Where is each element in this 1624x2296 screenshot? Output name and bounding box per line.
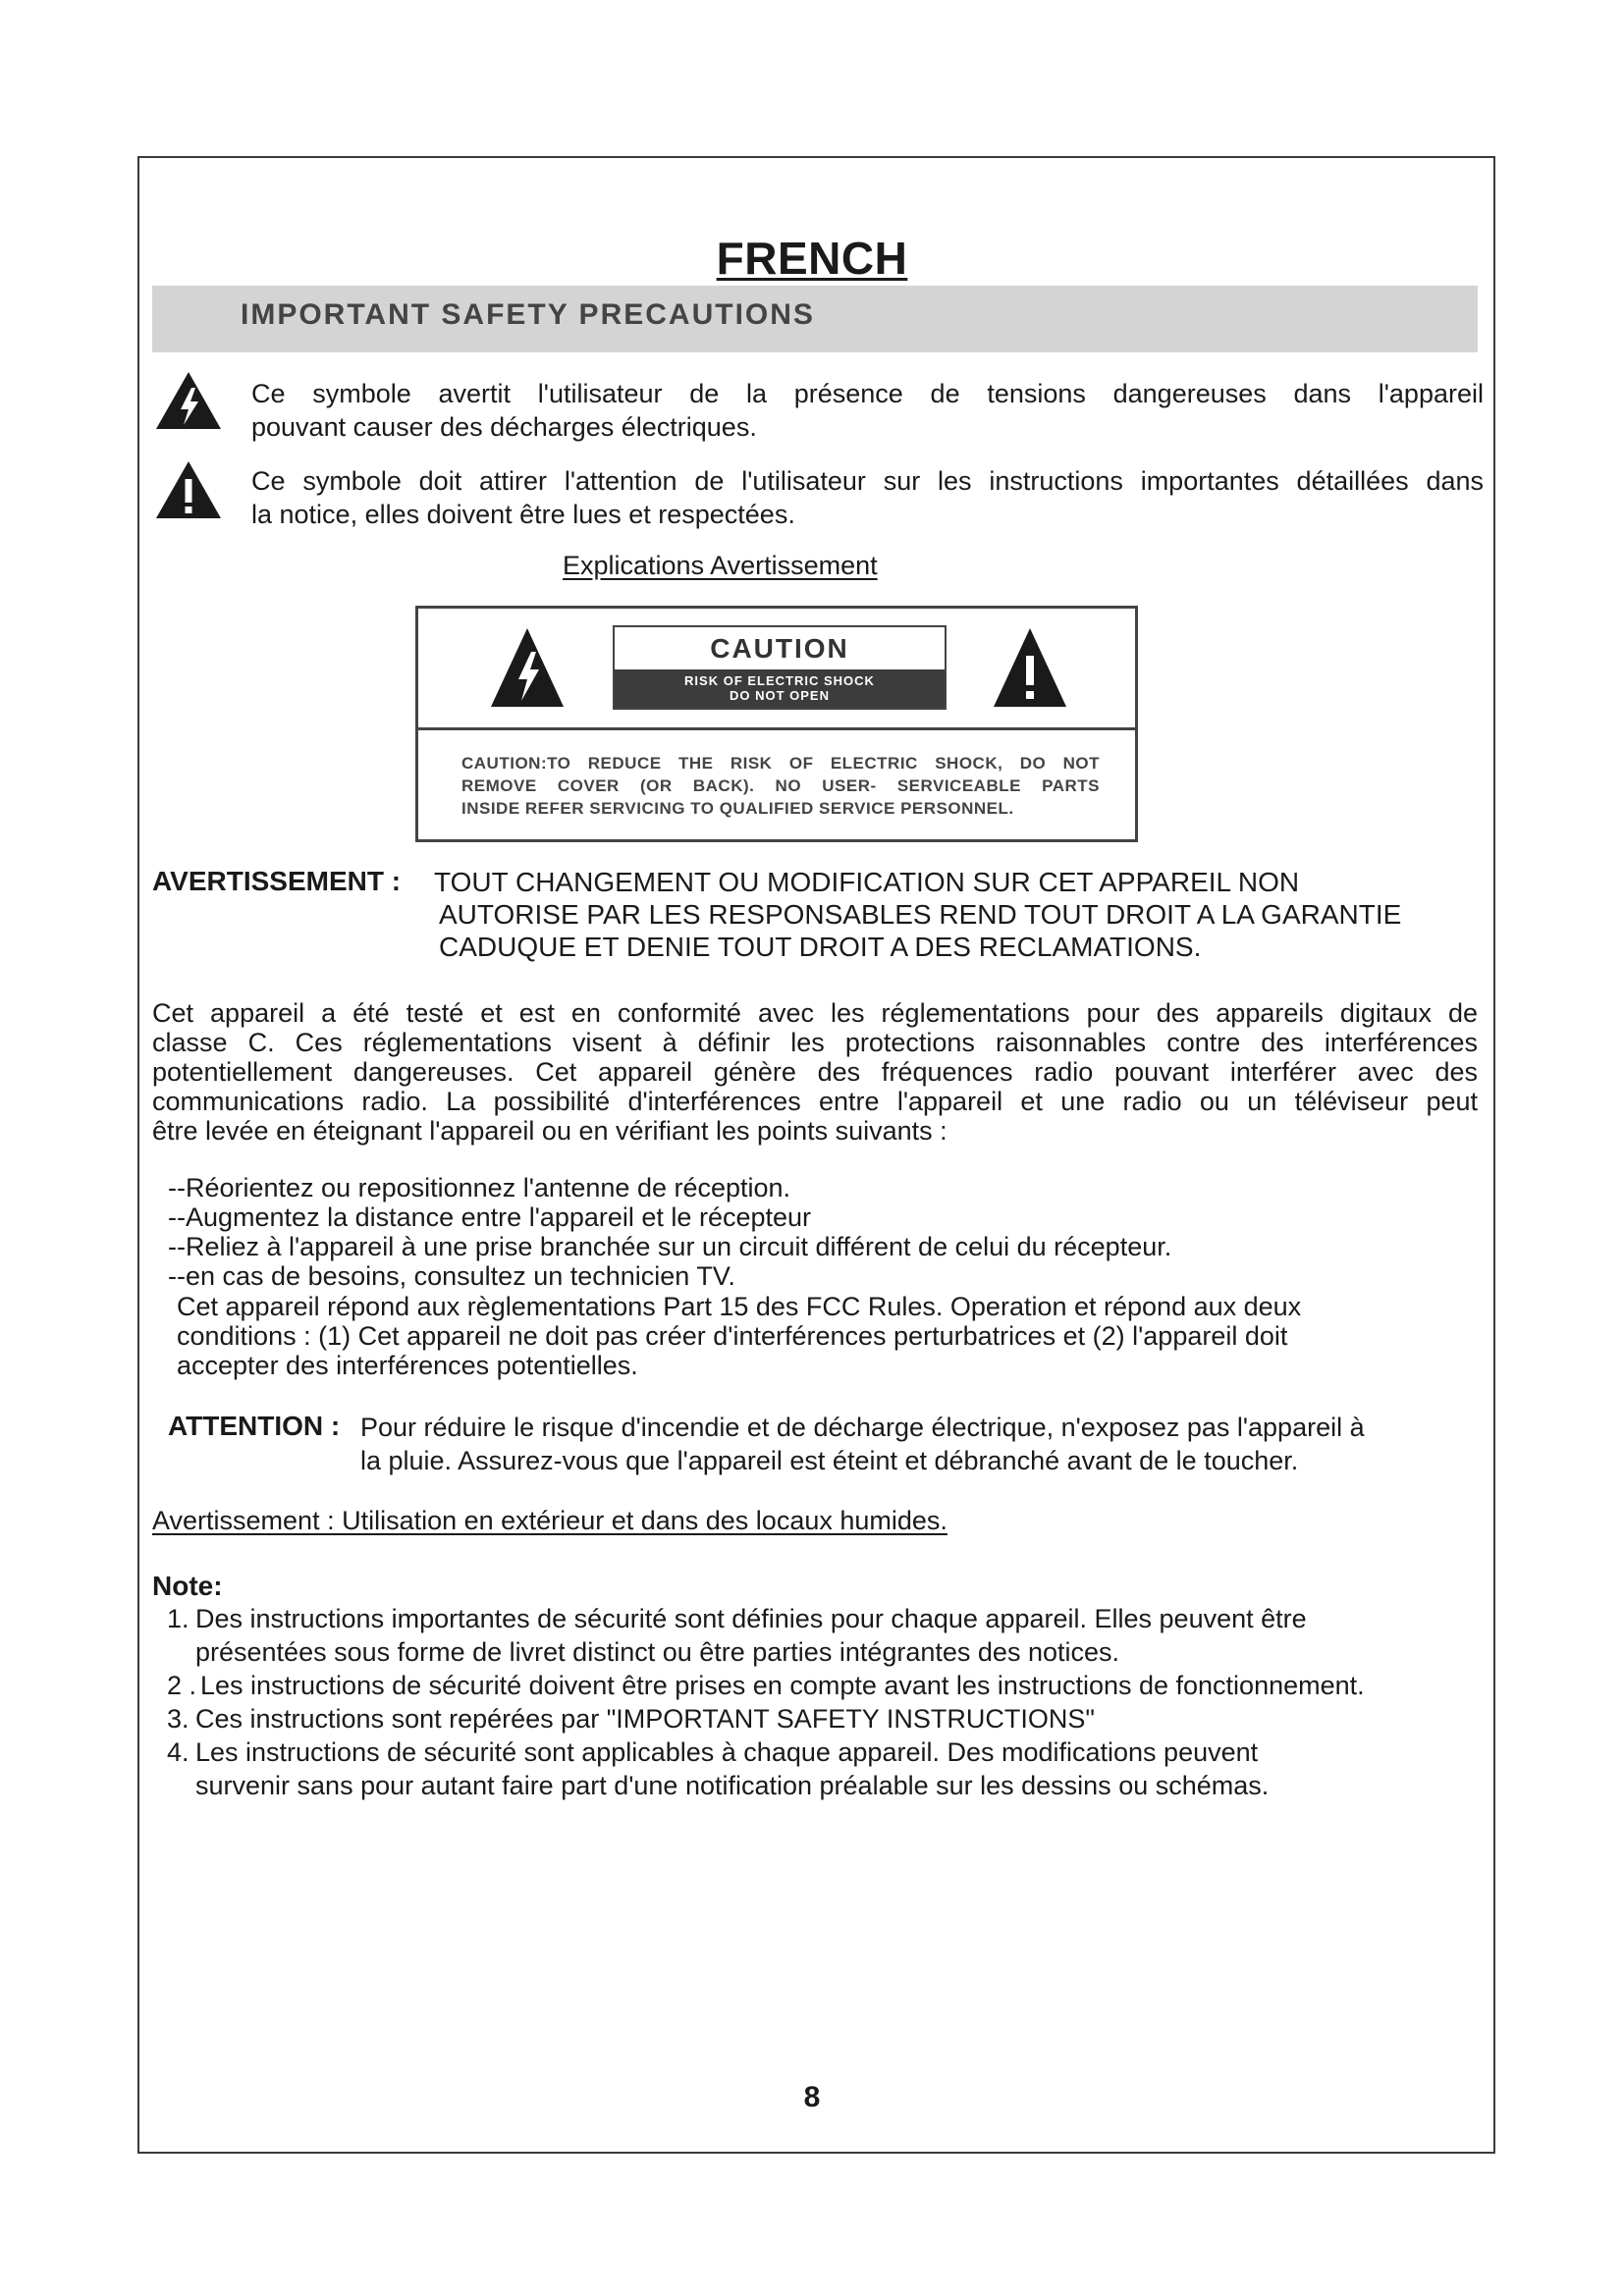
notes-list bbox=[167, 1602, 1492, 1802]
warning-label: AVERTISSEMENT : bbox=[152, 866, 402, 896]
text-line: Des instructions importantes de sécurité sont définies pour chaque appareil. Elles peuvent être bbox=[195, 1604, 1307, 1633]
text-line: la notice, elles doivent être lues et respectées. bbox=[251, 500, 795, 529]
exclamation-triangle-icon bbox=[154, 459, 223, 520]
tips-list bbox=[168, 1173, 1171, 1291]
fcc-paragraph bbox=[177, 1292, 1453, 1380]
text-line: Ce symbole avertit l'utilisateur de la présence de tensions dangereuses dans l'appareil bbox=[251, 379, 1484, 408]
text-line: TOUT CHANGEMENT OU MODIFICATION SUR CET APPAREIL NON bbox=[434, 867, 1300, 897]
section-banner bbox=[152, 286, 1478, 352]
page-number: 8 bbox=[803, 2081, 821, 2113]
compliance-paragraph bbox=[152, 998, 1478, 1146]
outdoor-warning: Avertissement : Utilisation en extérieur et dans des locaux humides. bbox=[152, 1506, 947, 1535]
text-line: Les instructions de sécurité sont applicables à chaque appareil. Des modifications peuvent bbox=[195, 1737, 1259, 1767]
risk-line: DO NOT OPEN bbox=[729, 688, 830, 703]
symbol-description bbox=[251, 377, 1484, 444]
text-line: REMOVE COVER (OR BACK). NO USER- SERVICEABLE PARTS bbox=[461, 776, 1100, 795]
text-line: présentées sous forme de livret distinct ou être parties intégrantes des notices. bbox=[195, 1637, 1119, 1667]
note-number: 4. bbox=[167, 1737, 189, 1767]
text-line: pouvant causer des décharges électriques. bbox=[251, 412, 757, 442]
risk-strip bbox=[615, 669, 945, 708]
text-line: être levée en éteignant l'appareil ou en vérifiant les points suivants : bbox=[152, 1116, 947, 1146]
symbol-description bbox=[251, 464, 1484, 531]
caution-text bbox=[461, 752, 1100, 820]
text-line: Cet appareil a été testé et est en conformité avec les réglementations pour des appareils digitaux de bbox=[152, 998, 1478, 1028]
lightning-triangle-icon bbox=[154, 370, 223, 431]
text-line: CADUQUE ET DENIE TOUT DROIT A DES RECLAMATIONS. bbox=[439, 932, 1202, 962]
text-line: communications radio. La possibilité d'interférences entre l'appareil et une radio ou un téléviseur peut bbox=[152, 1087, 1478, 1116]
text-line: potentiellement dangereuses. Cet appareil génère des fréquences radio pouvant interférer avec des bbox=[152, 1057, 1478, 1087]
text-line: conditions : (1) Cet appareil ne doit pas créer d'interférences perturbatrices et (2) l'appareil doit bbox=[177, 1321, 1288, 1351]
text-line: Ce symbole doit attirer l'attention de l'utilisateur sur les instructions importantes détaillées dans bbox=[251, 466, 1484, 496]
note-number: 3. bbox=[167, 1704, 189, 1734]
text-line: Pour réduire le risque d'incendie et de décharge électrique, n'exposez pas l'appareil à bbox=[360, 1413, 1365, 1442]
text-line: Ces instructions sont repérées par "IMPORTANT SAFETY INSTRUCTIONS" bbox=[195, 1704, 1095, 1734]
caution-label-box bbox=[415, 606, 1138, 842]
list-item: --Réorientez ou repositionnez l'antenne de réception. bbox=[168, 1173, 791, 1202]
note-item bbox=[167, 1735, 1492, 1802]
note-title: Note: bbox=[152, 1571, 223, 1601]
text-line: survenir sans pour autant faire part d'une notification préalable sur les dessins ou schémas. bbox=[195, 1771, 1270, 1800]
section-banner-text: IMPORTANT SAFETY PRECAUTIONS bbox=[241, 298, 815, 331]
caution-plate bbox=[613, 625, 947, 710]
caution-word: CAUTION bbox=[710, 633, 849, 664]
attention-text bbox=[360, 1411, 1480, 1477]
text-line: Cet appareil répond aux règlementations Part 15 des FCC Rules. Operation et répond aux deux bbox=[177, 1292, 1302, 1321]
explanation-heading: Explications Avertissement bbox=[563, 551, 878, 580]
page-border bbox=[137, 156, 1495, 2154]
note-item bbox=[167, 1669, 1492, 1702]
text-line: AUTORISE PAR LES RESPONSABLES REND TOUT DROIT A LA GARANTIE bbox=[439, 899, 1402, 930]
text-line: classe C. Ces réglementations visent à définir les protections raisonnables contre des interférences bbox=[152, 1028, 1478, 1057]
note-item bbox=[167, 1702, 1492, 1735]
text-line: Les instructions de sécurité doivent être prises en compte avant les instructions de fonctionnement. bbox=[200, 1671, 1365, 1700]
list-item: --Reliez à l'appareil à une prise branchée sur un circuit différent de celui du récepteur. bbox=[168, 1232, 1172, 1261]
warning-text bbox=[434, 866, 1482, 963]
text-line: accepter des interférences potentielles. bbox=[177, 1351, 638, 1380]
risk-line: RISK OF ELECTRIC SHOCK bbox=[684, 673, 875, 688]
note-number: 2 . bbox=[167, 1671, 197, 1700]
note-number: 1. bbox=[167, 1604, 189, 1633]
list-item: --en cas de besoins, consultez un technicien TV. bbox=[168, 1261, 735, 1291]
text-line: CAUTION:TO REDUCE THE RISK OF ELECTRIC SHOCK, DO NOT bbox=[461, 754, 1100, 773]
note-item bbox=[167, 1602, 1492, 1669]
list-item: --Augmentez la distance entre l'appareil et le récepteur bbox=[168, 1202, 812, 1232]
text-line: la pluie. Assurez-vous que l'appareil est éteint et débranché avant de le toucher. bbox=[360, 1446, 1299, 1475]
divider bbox=[418, 727, 1135, 730]
attention-label: ATTENTION : bbox=[168, 1411, 341, 1441]
lightning-triangle-icon bbox=[489, 626, 566, 709]
exclamation-triangle-icon bbox=[992, 626, 1068, 709]
text-line: INSIDE REFER SERVICING TO QUALIFIED SERVICE PERSONNEL. bbox=[461, 799, 1014, 818]
page-title: FRENCH bbox=[716, 233, 908, 284]
